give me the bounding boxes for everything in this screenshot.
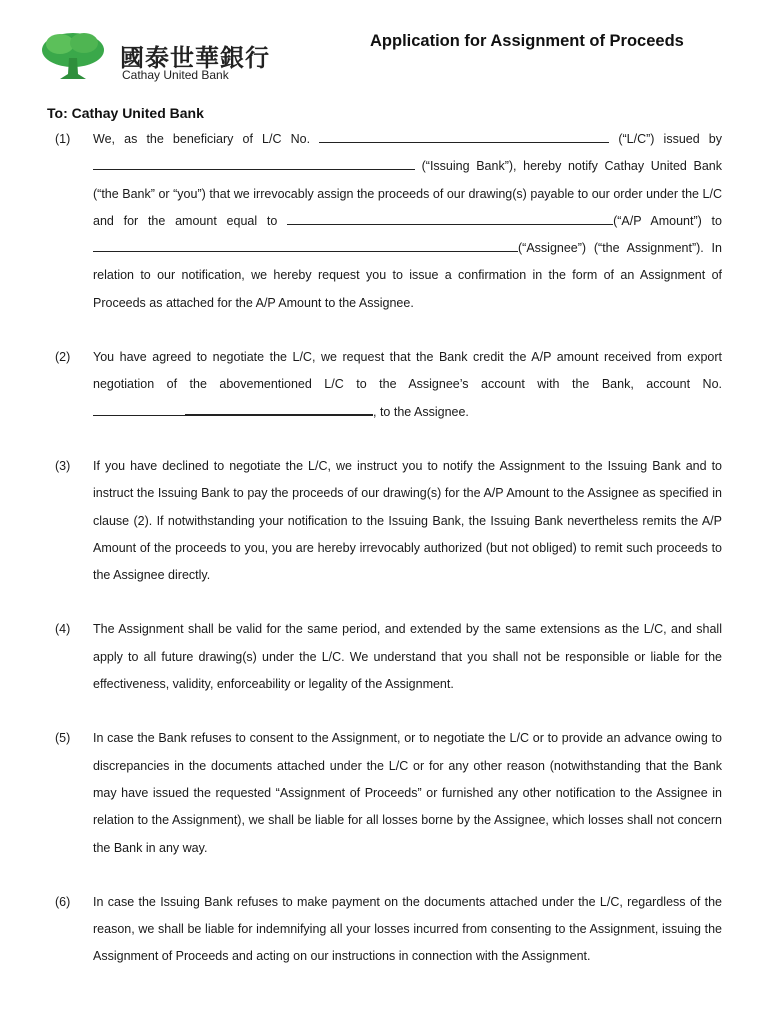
clause-number: (6) [55, 894, 71, 909]
bank-logo [40, 30, 280, 86]
clause-1 [55, 126, 722, 317]
account-number-blank[interactable] [93, 399, 373, 426]
clause-text: In case the Issuing Bank refuses to make payment on the documents attached under the L/C, regardless of the reason, we shall be liable for indemnifying all your losses incurred from consenting to the Assignment, issuing the Assignment of Proceeds and acting on our instructions in connection with the Assignment. [93, 894, 722, 964]
clause-6 [55, 889, 722, 971]
clause-text: The Assignment shall be valid for the same period, and extended by the same extensions as the L/C, and shall apply to all future drawing(s) under the L/C. We understand that you shall not be responsible or liable for the effectiveness, validity, enforceability or legality of the Assignment. [93, 622, 722, 692]
clause-2 [55, 344, 722, 426]
lc-number-blank[interactable] [319, 130, 609, 143]
clause-number: (3) [55, 458, 71, 473]
clause-number: (5) [55, 731, 71, 746]
clause-text: In case the Bank refuses to consent to the Assignment, or to negotiate the L/C or to provide an advance owing to discrepancies in the documents attached under the L/C or for any other reason (notwithstanding that the Bank may have issued the requested “Assignment of Proceeds” or furnished any other notification to the Assignee in relation to the Assignment), we shall be liable for all losses borne by the Assignee, which losses shall not concern the Bank in any way. [93, 731, 722, 855]
clause-text-part: (“Issuing Bank”), hereby notify Cathay United Bank (“the Bank” or “you”) that we irrevocably assign the proceeds of our drawing(s) payable to our order under the L/C and for the amount equal to [93, 159, 722, 228]
clause-text-part: (“Assignee”) (“the Assignment”). In relation to our notification, we hereby request you to issue a confirmation in the form of an Assignment of Proceeds as attached for the A/P Amount to the Assignee. [93, 241, 722, 310]
clauses-list [0, 126, 768, 971]
clause-number: (1) [55, 132, 71, 146]
bank-name-chinese: 國泰世華銀行 [120, 44, 270, 72]
issuing-bank-blank[interactable] [93, 157, 415, 170]
clause-text-part: (“L/C”) issued by [609, 132, 722, 146]
clause-4 [55, 616, 722, 698]
clause-number: (4) [55, 622, 71, 637]
clause-text [93, 126, 722, 317]
clause-3 [55, 453, 722, 589]
clause-text: If you have declined to negotiate the L/C, we instruct you to notify the Assignment to the Issuing Bank and to instruct the Issuing Bank to pay the proceeds of our drawing(s) for the A/P Amount to the Assignee as specified in clause (2). If notwithstanding your notification to the Issuing Bank, the Issuing Bank nevertheless remits the A/P Amount of the proceeds to you, you are hereby irrevocably authorized (but not obliged) to remit such proceeds to the Assignee directly. [93, 458, 722, 583]
assignee-blank[interactable] [93, 239, 518, 252]
clause-text [93, 344, 722, 426]
bank-name-english: Cathay United Bank [122, 68, 229, 82]
addressee-line: To: Cathay United Bank [47, 105, 204, 121]
clause-number: (2) [55, 350, 71, 365]
ap-amount-blank[interactable] [287, 212, 613, 225]
clause-text-part: We, as the beneficiary of L/C No. [93, 132, 320, 146]
clause-text-part: You have agreed to negotiate the L/C, we request that the Bank credit the A/P amount received from export negotiation of the abovementioned L/C to the Assignee’s account with the Bank, account No. [93, 350, 722, 392]
document-title: Application for Assignment of Proceeds [370, 32, 684, 50]
clause-text-part: (“A/P Amount”) to [613, 213, 722, 228]
clause-5 [55, 725, 722, 861]
clause-text-part: , to the Assignee. [373, 404, 469, 419]
tree-logo-icon [40, 30, 106, 82]
